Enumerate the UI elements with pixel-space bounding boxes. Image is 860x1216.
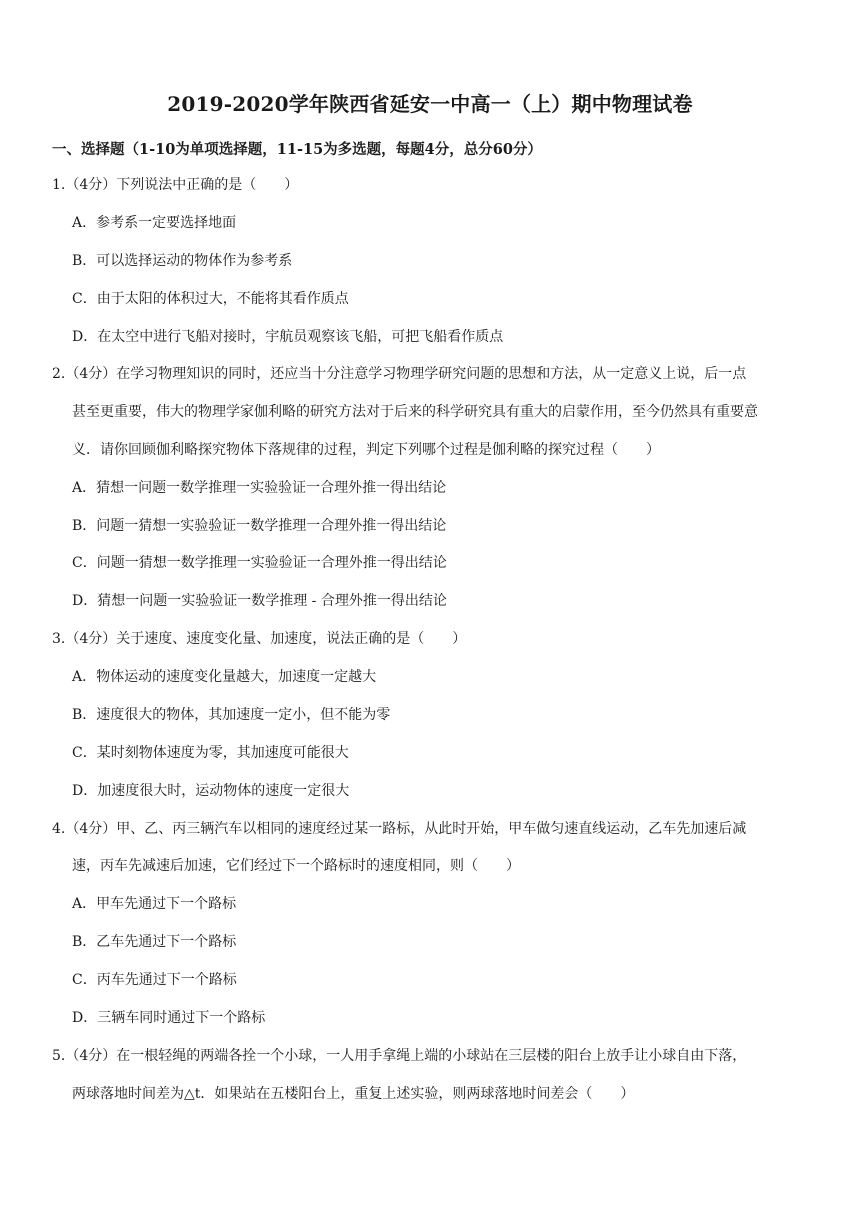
exam-title: 2019-2020学年陕西省延安一中高一（上）期中物理试卷 — [167, 92, 693, 116]
question-2-option-a: A．猜想一问题一数学推理一实验验证一合理外推一得出结论 — [72, 480, 447, 496]
question-2-stem-line-2: 甚至更重要，伟大的物理学家伽利略的研究方法对于后来的科学研究具有重大的启蒙作用，至今仍然具有重要意 — [72, 404, 758, 420]
question-1-option-b: B．可以选择运动的物体作为参考系 — [72, 253, 293, 269]
question-4-stem-line-1: 4.（4分）甲、乙、丙三辆汽车以相同的速度经过某一路标，从此时开始，甲车做匀速直线运动，乙车先加速后减 — [52, 821, 747, 837]
section-heading: 一、选择题（1-10为单项选择题，11-15为多选题，每题4分，总分60分） — [52, 141, 542, 158]
question-1-stem: 1.（4分）下列说法中正确的是（ ） — [52, 177, 299, 193]
question-3-option-c: C．某时刻物体速度为零，其加速度可能很大 — [72, 745, 349, 761]
question-2-stem-line-1: 2.（4分）在学习物理知识的同时，还应当十分注意学习物理学研究问题的思想和方法，从一定意义上说，后一点 — [52, 366, 747, 382]
question-3-option-d: D．加速度很大时，运动物体的速度一定很大 — [72, 783, 350, 799]
question-2-stem-line-3: 义．请你回顾伽利略探究物体下落规律的过程，判定下列哪个过程是伽利略的探究过程（ ） — [72, 442, 660, 458]
question-4-option-c: C．丙车先通过下一个路标 — [72, 972, 237, 988]
question-2-option-d: D．猜想一问题一实验验证一数学推理 - 合理外推一得出结论 — [72, 593, 447, 609]
question-4-option-a: A．甲车先通过下一个路标 — [72, 896, 237, 912]
question-1-option-d: D．在太空中进行飞船对接时，宇航员观察该飞船，可把飞船看作质点 — [72, 329, 504, 345]
question-2-option-c: C．问题一猜想一数学推理一实验验证一合理外推一得出结论 — [72, 555, 447, 571]
question-3-stem: 3.（4分）关于速度、速度变化量、加速度，说法正确的是（ ） — [52, 631, 467, 647]
question-4-option-b: B．乙车先通过下一个路标 — [72, 934, 237, 950]
question-5-stem-line-1: 5.（4分）在一根轻绳的两端各拴一个小球，一人用手拿绳上端的小球站在三层楼的阳台上放手让小球自由下落， — [52, 1048, 747, 1064]
question-3-option-a: A．物体运动的速度变化量越大，加速度一定越大 — [72, 669, 377, 685]
question-4-option-d: D．三辆车同时通过下一个路标 — [72, 1010, 266, 1026]
question-3-option-b: B．速度很大的物体，其加速度一定小，但不能为零 — [72, 707, 391, 723]
question-1-option-c: C．由于太阳的体积过大，不能将其看作质点 — [72, 291, 349, 307]
question-2-option-b: B．问题一猜想一实验验证一数学推理一合理外推一得出结论 — [72, 518, 447, 534]
question-1-option-a: A．参考系一定要选择地面 — [72, 215, 237, 231]
question-4-stem-line-2: 速，丙车先减速后加速，它们经过下一个路标时的速度相同，则（ ） — [72, 858, 520, 874]
question-5-stem-line-2: 两球落地时间差为△t．如果站在五楼阳台上，重复上述实验，则两球落地时间差会（ ） — [72, 1086, 635, 1102]
